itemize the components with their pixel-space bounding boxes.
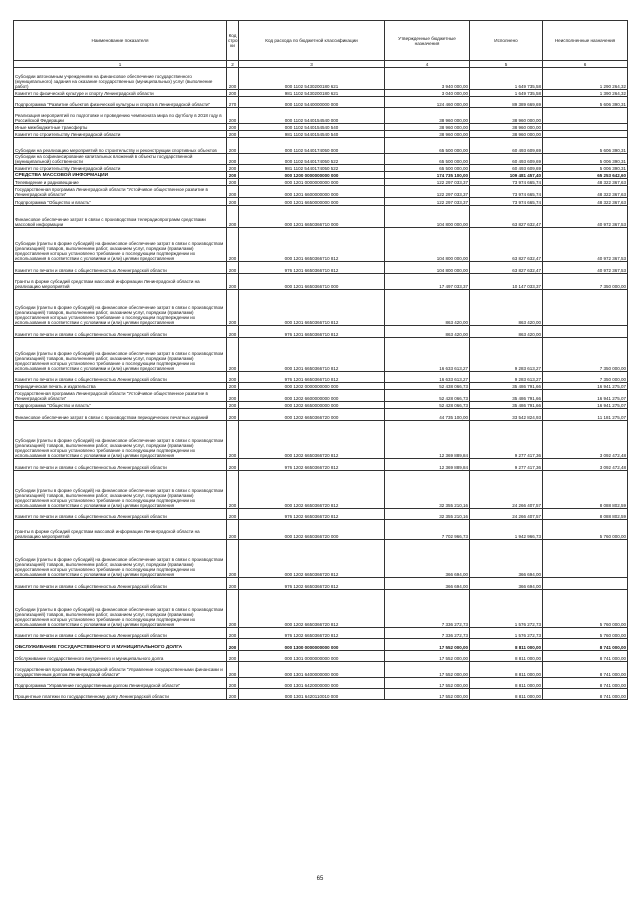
header-num-5: 5 xyxy=(470,61,543,68)
header-num-2: 2 xyxy=(227,61,239,68)
row-classification-code: 000 1202 6650366720 000 xyxy=(239,409,385,421)
row-executed-amount: 24 266 407,57 xyxy=(470,509,543,520)
table-row xyxy=(14,68,628,90)
row-name: Субсидии (гранты в форме субсидий) на финансовое обеспечение затрат в связи с производством (реализацией) товаров, выполнением работ, оказанием услуг, порядком (правилами) предоставления которых установлено требование о последующем подтверждении их использования в соответствии с условиями и (или) целями предоставления xyxy=(14,540,227,578)
row-name: Субсидии автономным учреждениям на финансовое обеспечение государственного (муниципального) задания на оказание государственных (муниципальных) услуг (выполнение работ) xyxy=(14,68,227,90)
row-unexecuted-amount xyxy=(543,326,628,338)
row-classification-code: 000 1102 5440154540 000 xyxy=(239,108,385,124)
row-name: Обслуживание государственного внутреннего и муниципального долга xyxy=(14,651,227,662)
row-line-code: 200 xyxy=(227,409,239,421)
header-line-code: Код стро ки xyxy=(227,21,239,61)
row-executed-amount: 35 486 791,66 xyxy=(470,390,543,402)
row-line-code: 200 xyxy=(227,138,239,154)
table-row xyxy=(14,678,628,689)
row-line-code: 270 xyxy=(227,97,239,108)
row-approved-amount: 65 500 000,00 xyxy=(385,138,470,154)
header-approved: Утвержденные бюджетные назначения xyxy=(385,21,470,61)
row-line-code: 200 xyxy=(227,520,239,540)
row-unexecuted-amount: 7 350 000,00 xyxy=(543,372,628,383)
row-approved-amount: 16 633 613,27 xyxy=(385,338,470,372)
header-num-4: 4 xyxy=(385,61,470,68)
row-unexecuted-amount: 8 741 000,00 xyxy=(543,651,628,662)
row-executed-amount: 8 811 000,00 xyxy=(470,678,543,689)
row-name: Комитет по строительству Ленинградской области xyxy=(14,165,227,172)
row-name: Субсидии (гранты в форме субсидий) на финансовое обеспечение затрат в связи с производством (реализацией) товаров, выполнением работ, оказанием услуг, порядком (правилами) предоставления которых установлено требование о последующем подтверждении их использования в соответствии с условиями и (или) целями предоставления xyxy=(14,290,227,326)
row-line-code: 200 xyxy=(227,590,239,628)
row-executed-amount: 24 266 407,57 xyxy=(470,471,543,509)
row-approved-amount: 17 552 000,00 xyxy=(385,678,470,689)
row-name: Субсидии (гранты в форме субсидий) на финансовое обеспечение затрат в связи с производством (реализацией) товаров, выполнением работ, оказанием услуг, порядком (правилами) предоставления которых установлено требование о последующем подтверждении их использования в соответствии с условиями и (или) целями предоставления xyxy=(14,338,227,372)
row-line-code: 200 xyxy=(227,639,239,651)
row-unexecuted-amount: 48 322 367,63 xyxy=(543,186,628,198)
row-name: Реализация мероприятий по подготовке и проведению чемпионата мира по футболу в 2018 году в Российской Федерации xyxy=(14,108,227,124)
row-executed-amount: 1 576 272,73 xyxy=(470,590,543,628)
row-executed-amount: 109 481 457,40 xyxy=(470,172,543,179)
header-name: Наименование показателя xyxy=(14,21,227,61)
row-classification-code: 976 1201 6650366710 812 xyxy=(239,326,385,338)
row-classification-code: 000 1201 6650366710 000 xyxy=(239,206,385,228)
row-unexecuted-amount: 16 941 275,07 xyxy=(543,383,628,390)
row-approved-amount: 65 500 000,00 xyxy=(385,165,470,172)
row-unexecuted-amount: 8 741 000,00 xyxy=(543,689,628,700)
row-line-code: 200 xyxy=(227,124,239,131)
table-body xyxy=(14,68,628,700)
table-row xyxy=(14,290,628,326)
row-line-code: 200 xyxy=(227,383,239,390)
row-classification-code: 000 1201 6650366710 812 xyxy=(239,228,385,262)
row-unexecuted-amount xyxy=(543,131,628,138)
row-name: Подпрограмма "Общество и власть" xyxy=(14,402,227,409)
row-executed-amount: 1 649 735,58 xyxy=(470,68,543,90)
row-name: Комитет по печати и связям с общественностью Ленинградской области xyxy=(14,628,227,639)
row-classification-code: 000 1301 6400000000 000 xyxy=(239,662,385,678)
row-unexecuted-amount: 40 972 367,53 xyxy=(543,206,628,228)
header-num-6: 6 xyxy=(543,61,628,68)
row-line-code: 200 xyxy=(227,459,239,471)
row-line-code: 200 xyxy=(227,402,239,409)
row-line-code: 200 xyxy=(227,68,239,90)
row-approved-amount: 7 336 272,73 xyxy=(385,628,470,639)
row-line-code: 200 xyxy=(227,390,239,402)
row-approved-amount: 32 355 210,16 xyxy=(385,509,470,520)
row-line-code: 200 xyxy=(227,131,239,138)
row-line-code: 200 xyxy=(227,274,239,290)
row-line-code: 200 xyxy=(227,578,239,590)
row-line-code: 200 xyxy=(227,290,239,326)
table-row xyxy=(14,154,628,165)
row-name: Подпрограмма "Управление государственным долгом Ленинградской области" xyxy=(14,678,227,689)
row-name: Субсидии (гранты в форме субсидий) на финансовое обеспечение затрат в связи с производством (реализацией) товаров, выполнением работ, оказанием услуг, порядком (правилами) предоставления которых установлено требование о последующем подтверждении их использования в соответствии с условиями и (или) целями предоставления xyxy=(14,471,227,509)
row-classification-code: 000 1201 6600000000 000 xyxy=(239,186,385,198)
row-unexecuted-amount: 1 390 264,32 xyxy=(543,90,628,97)
row-executed-amount: 863 420,00 xyxy=(470,326,543,338)
row-approved-amount: 52 428 066,73 xyxy=(385,390,470,402)
row-name: Комитет по печати и связям с общественностью Ленинградской области xyxy=(14,262,227,274)
page-number: 65 xyxy=(316,876,324,882)
row-name: Комитет по печати и связям с общественностью Ленинградской области xyxy=(14,578,227,590)
row-executed-amount: 73 974 665,74 xyxy=(470,179,543,186)
row-unexecuted-amount: 3 092 472,48 xyxy=(543,421,628,459)
row-executed-amount: 10 147 033,37 xyxy=(470,274,543,290)
row-name: Государственная программа Ленинградской области "Управление государственными финансами и государственным долгом Ленинградской области" xyxy=(14,662,227,678)
row-approved-amount: 17 497 033,37 xyxy=(385,274,470,290)
table-row xyxy=(14,274,628,290)
table-row xyxy=(14,179,628,186)
row-name: Гранты в форме субсидий средствам массовой информации Ленинградской области на реализацию мероприятий xyxy=(14,274,227,290)
row-approved-amount: 122 297 033,37 xyxy=(385,186,470,198)
row-name: Подпрограмма "Общество и власть" xyxy=(14,198,227,206)
row-unexecuted-amount xyxy=(543,108,628,124)
row-executed-amount: 63 827 632,47 xyxy=(470,262,543,274)
row-classification-code: 000 1301 6420110010 000 xyxy=(239,689,385,700)
table-row xyxy=(14,262,628,274)
row-executed-amount: 1 942 966,73 xyxy=(470,520,543,540)
report-sheet xyxy=(13,20,627,700)
row-approved-amount: 12 369 889,84 xyxy=(385,421,470,459)
table-row xyxy=(14,372,628,383)
row-classification-code: 000 1301 6420000000 000 xyxy=(239,678,385,689)
row-name: Финансовое обеспечение затрат в связи с производством периодических печатных изданий xyxy=(14,409,227,421)
budget-execution-table xyxy=(13,20,628,700)
table-row xyxy=(14,90,628,97)
row-approved-amount: 3 940 000,00 xyxy=(385,68,470,90)
table-row xyxy=(14,206,628,228)
row-name: Комитет по строительству Ленинградской области xyxy=(14,131,227,138)
row-line-code: 200 xyxy=(227,540,239,578)
table-row xyxy=(14,228,628,262)
table-row xyxy=(14,421,628,459)
table-row xyxy=(14,338,628,372)
table-row xyxy=(14,459,628,471)
header-num-3: 3 xyxy=(239,61,385,68)
row-unexecuted-amount: 3 092 472,48 xyxy=(543,459,628,471)
row-executed-amount: 60 493 609,69 xyxy=(470,165,543,172)
row-executed-amount: 9 283 613,27 xyxy=(470,338,543,372)
row-classification-code: 000 1201 6650366710 000 xyxy=(239,274,385,290)
table-row xyxy=(14,198,628,206)
table-row xyxy=(14,108,628,124)
row-approved-amount: 65 500 000,00 xyxy=(385,154,470,165)
row-line-code: 200 xyxy=(227,108,239,124)
row-classification-code: 000 1202 6650366720 812 xyxy=(239,471,385,509)
table-row xyxy=(14,662,628,678)
row-classification-code: 976 1202 6650366720 812 xyxy=(239,628,385,639)
table-row xyxy=(14,326,628,338)
table-row xyxy=(14,138,628,154)
row-line-code: 200 xyxy=(227,471,239,509)
row-name: Гранты в форме субсидий средствам массовой информации Ленинградской области на реализацию мероприятий xyxy=(14,520,227,540)
row-unexecuted-amount xyxy=(543,540,628,578)
row-name: Комитет по печати и связям с общественностью Ленинградской области xyxy=(14,326,227,338)
row-unexecuted-amount: 8 088 802,59 xyxy=(543,509,628,520)
table-row xyxy=(14,165,628,172)
row-line-code: 200 xyxy=(227,509,239,520)
row-approved-amount: 12 369 889,84 xyxy=(385,459,470,471)
table-row xyxy=(14,172,628,179)
row-executed-amount: 38 960 000,00 xyxy=(470,108,543,124)
row-unexecuted-amount: 40 972 367,53 xyxy=(543,262,628,274)
row-line-code: 200 xyxy=(227,179,239,186)
row-unexecuted-amount: 11 181 275,07 xyxy=(543,409,628,421)
table-row xyxy=(14,628,628,639)
table-row xyxy=(14,520,628,540)
row-unexecuted-amount: 16 941 275,07 xyxy=(543,402,628,409)
row-approved-amount: 122 297 033,37 xyxy=(385,198,470,206)
row-approved-amount: 174 735 100,00 xyxy=(385,172,470,179)
row-approved-amount: 17 552 000,00 xyxy=(385,651,470,662)
row-line-code: 200 xyxy=(227,326,239,338)
row-classification-code: 000 1201 6650366710 812 xyxy=(239,290,385,326)
row-line-code: 200 xyxy=(227,186,239,198)
table-row xyxy=(14,651,628,662)
row-name: Периодическая печать и издательства xyxy=(14,383,227,390)
row-line-code: 200 xyxy=(227,338,239,372)
row-name: Подпрограмма "Развитие объектов физической культуры и спорта в Ленинградской области" xyxy=(14,97,227,108)
header-num-1: 1 xyxy=(14,61,227,68)
row-line-code: 200 xyxy=(227,172,239,179)
row-classification-code: 000 1202 6600000000 000 xyxy=(239,390,385,402)
row-unexecuted-amount: 40 972 367,53 xyxy=(543,228,628,262)
row-executed-amount: 60 493 609,69 xyxy=(470,138,543,154)
row-executed-amount: 63 827 632,47 xyxy=(470,228,543,262)
row-classification-code: 000 1202 6650366720 812 xyxy=(239,421,385,459)
row-approved-amount: 863 420,00 xyxy=(385,326,470,338)
row-unexecuted-amount: 5 606 390,31 xyxy=(543,138,628,154)
table-row xyxy=(14,97,628,108)
row-unexecuted-amount: 8 741 000,00 xyxy=(543,639,628,651)
row-classification-code: 000 1102 5440000000 000 xyxy=(239,97,385,108)
header-classification: Код расхода по бюджетной классификации xyxy=(239,21,385,61)
row-approved-amount: 366 694,00 xyxy=(385,540,470,578)
row-name: Финансовое обеспечение затрат в связи с производством телерадиопрограмм средствами массовой информации xyxy=(14,206,227,228)
row-executed-amount: 38 960 000,00 xyxy=(470,124,543,131)
table-row xyxy=(14,689,628,700)
row-line-code: 200 xyxy=(227,154,239,165)
row-approved-amount: 17 552 000,00 xyxy=(385,689,470,700)
row-classification-code: 000 1201 0000000000 000 xyxy=(239,179,385,186)
row-name: ОБСЛУЖИВАНИЕ ГОСУДАРСТВЕННОГО И МУНИЦИПАЛЬНОГО ДОЛГА xyxy=(14,639,227,651)
row-approved-amount: 7 702 966,73 xyxy=(385,520,470,540)
row-name: СРЕДСТВА МАССОВОЙ ИНФОРМАЦИИ xyxy=(14,172,227,179)
row-approved-amount: 52 438 066,73 xyxy=(385,383,470,390)
row-executed-amount: 9 277 417,36 xyxy=(470,421,543,459)
row-unexecuted-amount: 48 322 367,63 xyxy=(543,198,628,206)
table-row xyxy=(14,509,628,520)
row-unexecuted-amount xyxy=(543,124,628,131)
row-unexecuted-amount xyxy=(543,578,628,590)
row-name: Комитет по физической культуре и спорту Ленинградской области xyxy=(14,90,227,97)
row-unexecuted-amount: 1 290 264,32 xyxy=(543,68,628,90)
row-name: Субсидии (гранты в форме субсидий) на финансовое обеспечение затрат в связи с производством (реализацией) товаров, выполнением работ, оказанием услуг, порядком (правилами) предоставления которых установлено требование о последующем подтверждении их использования в соответствии с условиями и (или) целями предоставления xyxy=(14,590,227,628)
row-name: Комитет по печати и связям с общественностью Ленинградской области xyxy=(14,372,227,383)
row-executed-amount: 8 811 000,00 xyxy=(470,639,543,651)
row-line-code: 200 xyxy=(227,628,239,639)
table-row xyxy=(14,186,628,198)
row-executed-amount: 9 277 417,36 xyxy=(470,459,543,471)
row-approved-amount: 104 800 000,00 xyxy=(385,228,470,262)
row-classification-code: 976 1201 6650366710 812 xyxy=(239,372,385,383)
table-row xyxy=(14,471,628,509)
row-line-code: 200 xyxy=(227,262,239,274)
row-classification-code: 976 1202 6650366720 812 xyxy=(239,509,385,520)
row-executed-amount: 863 420,00 xyxy=(470,290,543,326)
row-line-code: 200 xyxy=(227,689,239,700)
row-approved-amount: 17 552 000,00 xyxy=(385,662,470,678)
row-executed-amount: 73 974 665,74 xyxy=(470,186,543,198)
row-classification-code: 981 1102 5440154540 540 xyxy=(239,131,385,138)
table-row xyxy=(14,409,628,421)
row-unexecuted-amount: 7 350 000,00 xyxy=(543,274,628,290)
row-approved-amount: 104 800 000,00 xyxy=(385,262,470,274)
row-unexecuted-amount: 8 741 000,00 xyxy=(543,678,628,689)
row-executed-amount: 35 486 791,66 xyxy=(470,383,543,390)
row-name: Телевидение и радиовещание xyxy=(14,179,227,186)
row-approved-amount: 32 355 210,16 xyxy=(385,471,470,509)
row-line-code: 200 xyxy=(227,228,239,262)
row-unexecuted-amount: 5 006 390,31 xyxy=(543,154,628,165)
row-name: Субсидии (гранты в форме субсидий) на финансовое обеспечение затрат в связи с производством (реализацией) товаров, выполнением работ, оказанием услуг, порядком (правилами) предоставления которых установлено требование о последующем подтверждении их использования в соответствии с условиями и (или) целями предоставления xyxy=(14,228,227,262)
row-approved-amount: 104 800 000,00 xyxy=(385,206,470,228)
row-approved-amount: 122 297 033,37 xyxy=(385,179,470,186)
row-classification-code: 976 1202 6650366720 812 xyxy=(239,459,385,471)
row-executed-amount: 8 811 000,00 xyxy=(470,689,543,700)
row-line-code: 200 xyxy=(227,198,239,206)
row-classification-code: 976 1201 6650366710 812 xyxy=(239,262,385,274)
row-classification-code: 000 1102 5430200180 621 xyxy=(239,68,385,90)
row-classification-code: 000 1200 0000000000 000 xyxy=(239,172,385,179)
row-classification-code: 000 1202 6650366720 000 xyxy=(239,520,385,540)
row-line-code: 200 xyxy=(227,90,239,97)
row-unexecuted-amount: 16 941 275,07 xyxy=(543,390,628,402)
row-line-code: 200 xyxy=(227,206,239,228)
row-line-code: 200 xyxy=(227,678,239,689)
row-approved-amount: 44 735 100,00 xyxy=(385,409,470,421)
row-line-code: 200 xyxy=(227,662,239,678)
row-approved-amount: 3 040 000,00 xyxy=(385,90,470,97)
header-unexecuted: Неисполненные назначения xyxy=(543,21,628,61)
row-unexecuted-amount: 5 760 000,00 xyxy=(543,628,628,639)
row-line-code: 200 xyxy=(227,651,239,662)
row-unexecuted-amount: 5 606 390,31 xyxy=(543,97,628,108)
table-row xyxy=(14,131,628,138)
row-unexecuted-amount: 5 760 000,00 xyxy=(543,590,628,628)
row-approved-amount: 38 960 000,00 xyxy=(385,124,470,131)
row-classification-code: 000 1202 6650366720 812 xyxy=(239,590,385,628)
table-row xyxy=(14,540,628,578)
row-unexecuted-amount: 48 322 367,63 xyxy=(543,179,628,186)
row-executed-amount: 1 649 735,58 xyxy=(470,90,543,97)
row-approved-amount: 366 694,00 xyxy=(385,578,470,590)
table-row xyxy=(14,390,628,402)
table-row xyxy=(14,124,628,131)
row-name: Иные межбюджетные трансферты xyxy=(14,124,227,131)
row-executed-amount: 33 542 824,93 xyxy=(470,409,543,421)
row-classification-code: 000 1202 0000000000 000 xyxy=(239,383,385,390)
row-classification-code: 981 1102 5430200180 621 xyxy=(239,90,385,97)
row-classification-code: 000 1102 5440174050 000 xyxy=(239,138,385,154)
row-line-code: 200 xyxy=(227,165,239,172)
row-approved-amount: 7 336 272,73 xyxy=(385,590,470,628)
row-name: Комитет по печати и связям с общественностью Ленинградской области xyxy=(14,459,227,471)
row-approved-amount: 17 552 000,00 xyxy=(385,639,470,651)
row-classification-code: 000 1201 6650366710 812 xyxy=(239,338,385,372)
table-row xyxy=(14,402,628,409)
row-name: Комитет по печати и связям с общественностью Ленинградской области xyxy=(14,509,227,520)
row-line-code: 200 xyxy=(227,421,239,459)
row-name: Процентные платежи по государственному долгу Ленинградской области xyxy=(14,689,227,700)
row-classification-code: 981 1102 5440174050 522 xyxy=(239,165,385,172)
row-executed-amount: 8 811 000,00 xyxy=(470,651,543,662)
row-unexecuted-amount: 5 760 000,00 xyxy=(543,520,628,540)
table-row xyxy=(14,578,628,590)
table-row xyxy=(14,590,628,628)
row-name: Субсидии (гранты в форме субсидий) на финансовое обеспечение затрат в связи с производством (реализацией) товаров, выполнением работ, оказанием услуг, порядком (правилами) предоставления которых установлено требование о последующем подтверждении их использования в соответствии с условиями и (или) целями предоставления xyxy=(14,421,227,459)
row-classification-code: 000 1202 6650000000 000 xyxy=(239,402,385,409)
row-executed-amount: 89 389 669,69 xyxy=(470,97,543,108)
row-name: Субсидии на софинансирование капитальных вложений в объекты государственной (муниципальной) собственности xyxy=(14,154,227,165)
row-classification-code: 000 1102 5440174050 522 xyxy=(239,154,385,165)
row-executed-amount: 35 486 791,66 xyxy=(470,402,543,409)
row-executed-amount: 366 694,00 xyxy=(470,578,543,590)
row-executed-amount: 1 576 272,73 xyxy=(470,628,543,639)
table-row xyxy=(14,639,628,651)
row-executed-amount: 9 283 613,27 xyxy=(470,372,543,383)
row-classification-code: 000 1301 0000000000 000 xyxy=(239,651,385,662)
row-executed-amount: 366 694,00 xyxy=(470,540,543,578)
row-executed-amount: 63 827 632,47 xyxy=(470,206,543,228)
row-classification-code: 000 1300 0000000000 000 xyxy=(239,639,385,651)
row-name: Государственная программа Ленинградской области "Устойчивое общественное развитие в Ленинградской области" xyxy=(14,390,227,402)
row-unexecuted-amount: 8 088 802,59 xyxy=(543,471,628,509)
row-unexecuted-amount: 5 006 390,31 xyxy=(543,165,628,172)
table-header xyxy=(14,21,628,68)
row-approved-amount: 38 960 000,00 xyxy=(385,108,470,124)
row-classification-code: 000 1102 5440154540 540 xyxy=(239,124,385,131)
row-unexecuted-amount: 65 253 642,60 xyxy=(543,172,628,179)
row-approved-amount: 863 420,00 xyxy=(385,290,470,326)
row-unexecuted-amount: 7 350 000,00 xyxy=(543,338,628,372)
header-executed: Исполнено xyxy=(470,21,543,61)
row-name: Субсидии на реализацию мероприятий по строительству и реконструкции спортивных объектов xyxy=(14,138,227,154)
row-executed-amount: 8 811 000,00 xyxy=(470,662,543,678)
row-approved-amount: 38 960 000,00 xyxy=(385,131,470,138)
table-row xyxy=(14,383,628,390)
row-approved-amount: 124 460 000,00 xyxy=(385,97,470,108)
row-name: Государственная программа Ленинградской области "Устойчивое общественное развитие в Ленинградской области" xyxy=(14,186,227,198)
row-unexecuted-amount xyxy=(543,290,628,326)
row-line-code: 200 xyxy=(227,372,239,383)
row-approved-amount: 52 428 066,73 xyxy=(385,402,470,409)
row-classification-code: 000 1202 6650366720 812 xyxy=(239,540,385,578)
row-classification-code: 976 1202 6650366720 812 xyxy=(239,578,385,590)
row-approved-amount: 16 633 613,27 xyxy=(385,372,470,383)
row-executed-amount: 38 960 000,00 xyxy=(470,131,543,138)
row-executed-amount: 73 974 665,74 xyxy=(470,198,543,206)
row-unexecuted-amount: 8 741 000,00 xyxy=(543,662,628,678)
row-executed-amount: 60 493 609,69 xyxy=(470,154,543,165)
row-classification-code: 000 1201 6650000000 000 xyxy=(239,198,385,206)
